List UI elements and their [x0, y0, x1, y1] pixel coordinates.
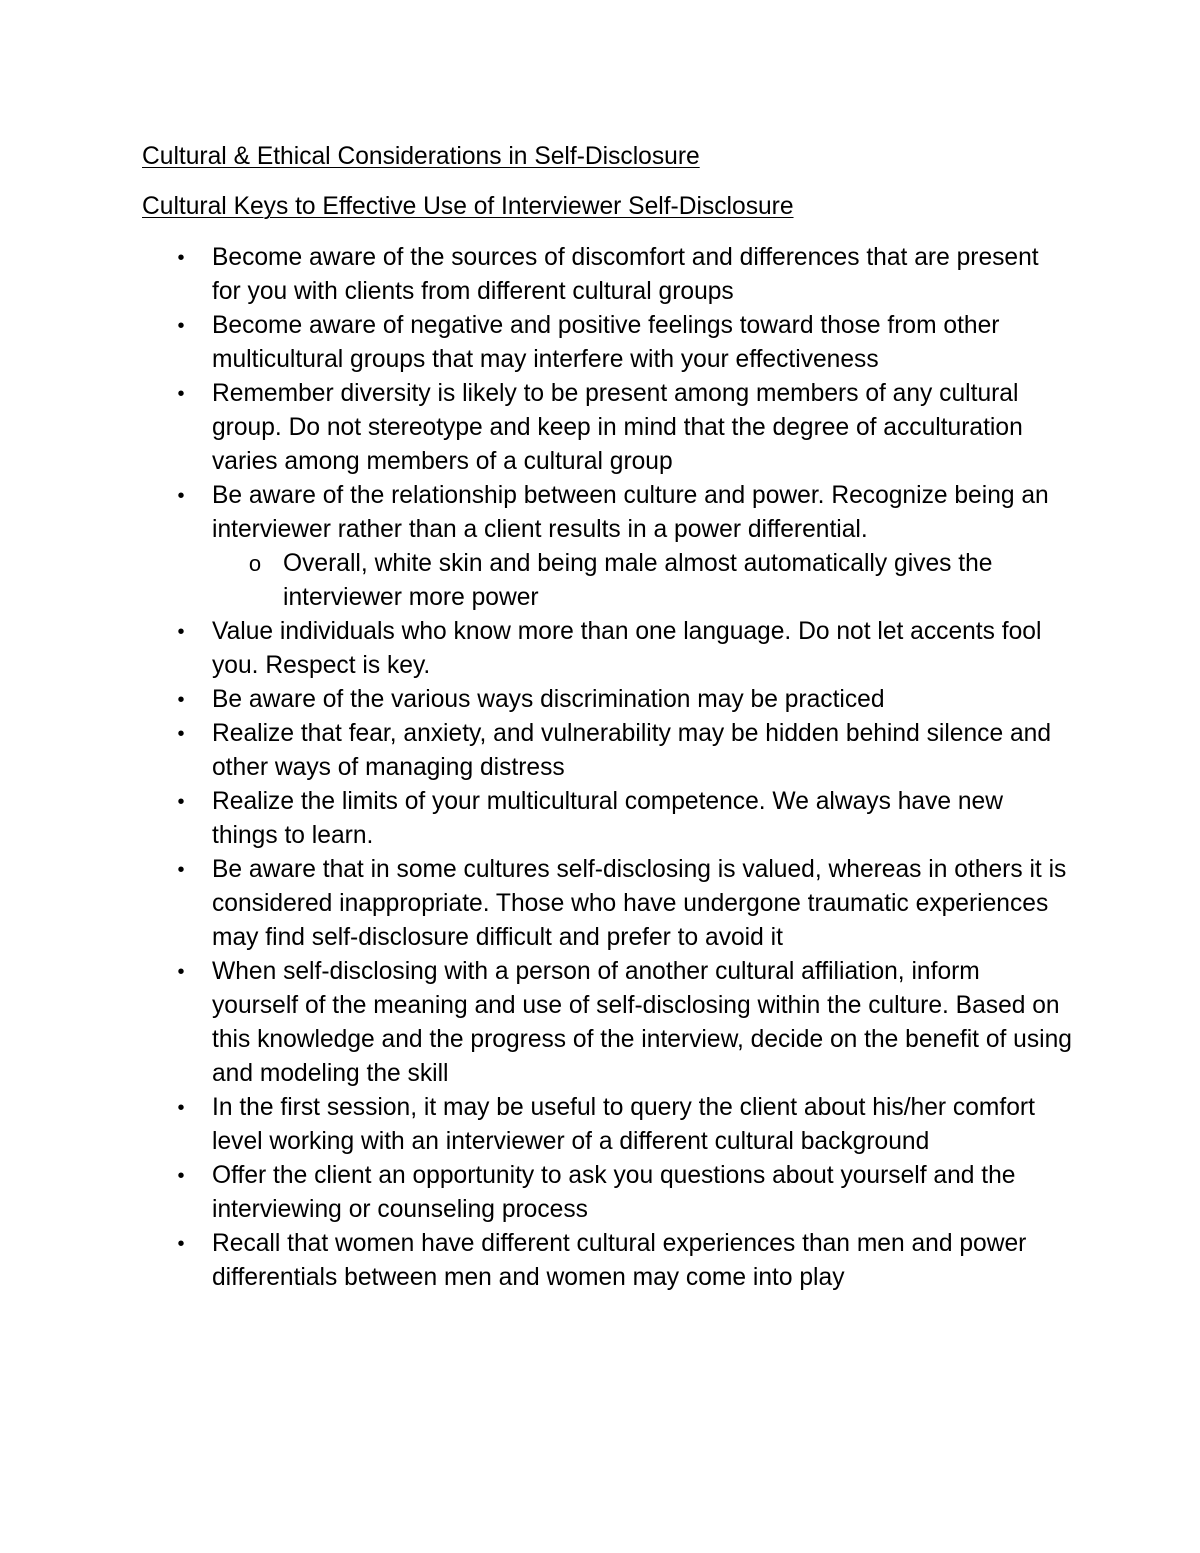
sub-bullet-icon: o	[248, 551, 262, 576]
list-item-text: Become aware of negative and positive feelings toward those from other multicultural groups that may interfere with your effectiveness	[212, 312, 1000, 373]
bullet-icon: •	[177, 723, 185, 745]
bullet-icon: •	[177, 383, 185, 405]
bullet-icon: •	[177, 485, 185, 507]
bullet-icon: •	[177, 961, 185, 983]
list-item-text: Become aware of the sources of discomfort and differences that are present for you with clients from different cultural groups	[212, 244, 1039, 305]
list-item-text: Offer the client an opportunity to ask you questions about yourself and the interviewing or counseling process	[212, 1162, 1016, 1223]
list-item	[0, 1227, 1072, 1295]
list-item	[0, 615, 1072, 683]
bullet-icon: •	[177, 689, 185, 711]
list-item	[0, 785, 1072, 853]
bullet-icon: •	[177, 1097, 185, 1119]
bullet-icon: •	[177, 791, 185, 813]
bullet-icon: •	[177, 247, 185, 269]
sub-list-item-text: Overall, white skin and being male almost automatically gives the interviewer more power	[283, 550, 993, 611]
list-item	[0, 1159, 1072, 1227]
bullet-icon: •	[177, 315, 185, 337]
list-item-text: Realize that fear, anxiety, and vulnerability may be hidden behind silence and other ways of managing distress	[212, 720, 1051, 781]
list-item	[0, 241, 1072, 309]
list-item-text: Realize the limits of your multicultural competence. We always have new things to learn.	[212, 788, 1003, 849]
document-title: Cultural & Ethical Considerations in Self-Disclosure	[142, 143, 700, 170]
list-item-text: Be aware of the relationship between culture and power. Recognize being an interviewer rather than a client results in a power differential.	[212, 482, 1049, 543]
list-item-text: Be aware that in some cultures self-disclosing is valued, whereas in others it is considered inappropriate. Those who have undergone traumatic experiences may find self-disclosure difficult and prefer to avoid it	[212, 856, 1067, 951]
list-item	[0, 377, 1072, 479]
sub-list-item	[0, 547, 1043, 615]
list-item-text: When self-disclosing with a person of another cultural affiliation, inform yourself of the meaning and use of self-disclosing within the culture. Based on this knowledge and the progress of the interview, decide on the benefit of using and modeling the skill	[212, 958, 1072, 1087]
list-item	[0, 479, 1072, 547]
bullet-icon: •	[177, 621, 185, 643]
list-item	[0, 309, 1072, 377]
bullet-icon: •	[177, 1165, 185, 1187]
key-points-list	[0, 241, 1200, 1295]
list-item-text: Be aware of the various ways discrimination may be practiced	[212, 686, 885, 713]
section-heading: Cultural Keys to Effective Use of Interviewer Self-Disclosure	[142, 193, 794, 220]
list-item	[0, 683, 1072, 717]
list-item-text: Remember diversity is likely to be present among members of any cultural group. Do not stereotype and keep in mind that the degree of acculturation varies among members of a cultural group	[212, 380, 1023, 475]
bullet-icon: •	[177, 859, 185, 881]
list-item	[0, 1091, 1072, 1159]
list-item	[0, 853, 1072, 955]
list-item-text: Recall that women have different cultural experiences than men and power differentials between men and women may come into play	[212, 1230, 1027, 1291]
list-item	[0, 717, 1072, 785]
bullet-icon: •	[177, 1233, 185, 1255]
list-item-text: Value individuals who know more than one language. Do not let accents fool you. Respect is key.	[212, 618, 1042, 679]
list-item-text: In the first session, it may be useful to query the client about his/her comfort level working with an interviewer of a different cultural background	[212, 1094, 1035, 1155]
list-item	[0, 955, 1072, 1091]
